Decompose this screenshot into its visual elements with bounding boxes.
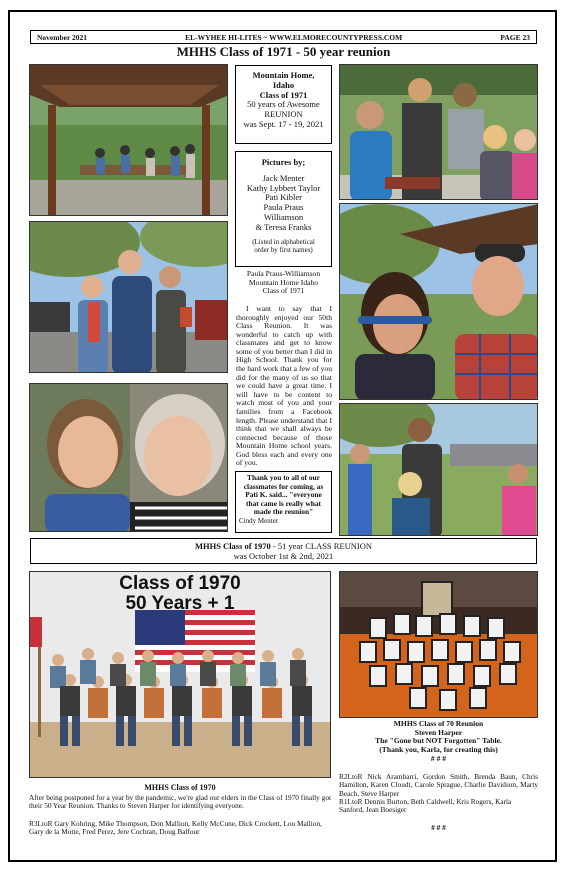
credit-name: Kathy Lybbert Taylor bbox=[246, 182, 321, 193]
letter-place: Mountain Home Idaho bbox=[248, 277, 319, 287]
page-title: MHHS Class of 1971 - 50 year reunion bbox=[176, 44, 391, 59]
thanks-box bbox=[235, 471, 332, 533]
class-1970-banner bbox=[30, 538, 537, 564]
credits-heading: Pictures by; bbox=[261, 157, 306, 167]
memo-caption-line-4: (Thank you, Karla, for creating this) bbox=[379, 745, 498, 755]
info-line-3: Class of 1971 bbox=[259, 89, 308, 100]
letter-body: I want to say that I thoroughly enjoyed our 50th Class Reunion. It was wonderful to catch up with classmates and get to know some of you better than I did in High School. Thank you for the hard work that a few of you did for the many of us so that we could have a great time. I will have to be content to watch most of you and your families from a Facebook length. Please understand that I think that we shall always be connected because of those Mountain Home school years. God bless each and every one of you. bbox=[236, 304, 332, 468]
memo-caption-line-2: Steven Harper bbox=[414, 727, 463, 737]
row-1-names: R1LtoR Dennis Burton, Beth Caldwell, Kris Rogers, Karla Sanford, Jean Boesiger bbox=[339, 797, 512, 815]
memorial-table-caption bbox=[339, 720, 538, 764]
selfie-photo bbox=[29, 383, 228, 532]
banner-rest: - 51 year CLASS REUNION bbox=[270, 541, 373, 551]
group-table-photo bbox=[339, 64, 538, 200]
photo-title-line-2: 50 Years + 1 bbox=[125, 592, 235, 614]
class-1970-photo-title bbox=[30, 574, 330, 614]
section-end-mark: # # # bbox=[431, 823, 446, 832]
info-line-5: REUNION bbox=[264, 109, 303, 120]
masthead: EL-WYHEE HI-LITES ~ WWW.ELMORECOUNTYPRESS.COM bbox=[185, 32, 403, 42]
memorial-table-photo bbox=[339, 571, 538, 718]
memo-caption-line-3: The "Gone but NOT Forgotten" Table. bbox=[375, 736, 502, 746]
info-line-6: was Sept. 17 - 19, 2021 bbox=[243, 118, 324, 129]
credit-name: & Teresa Franks bbox=[255, 221, 312, 232]
memo-caption-line-1: MHHS Class of 70 Reunion bbox=[393, 719, 484, 728]
info-line-4: 50 years of Awesome bbox=[247, 99, 320, 110]
letter-author: Paula Praus-Williamson bbox=[246, 269, 321, 278]
banner-date: was October 1st & 2nd, 2021 bbox=[233, 551, 334, 562]
letter-byline bbox=[235, 270, 332, 296]
info-line-1: Mountain Home, bbox=[252, 70, 315, 80]
class-1970-group-photo bbox=[29, 571, 331, 778]
thanks-text: Thank you to all of our classmates for coming, as Pati K. said... "everyone that came is really what made the reunion" bbox=[243, 473, 324, 517]
row-3-names: R3LtoR Gary Kohring, Mike Thompson, Don Mallion, Kelly McCune, Dick Crockett, Lou Mallion, Gary de la Motte, Fred Perez, Jere Cochran, Doug Balfour bbox=[29, 819, 322, 837]
pavilion-photo bbox=[29, 64, 228, 216]
thanks-signature: Cindy Menter bbox=[239, 516, 279, 525]
lawn-group-photo bbox=[339, 403, 538, 536]
credit-name: Williamson bbox=[263, 211, 304, 222]
page-number: PAGE 23 bbox=[500, 32, 530, 42]
memo-caption-line-5: # # # bbox=[430, 753, 447, 763]
credit-name: Paula Praus bbox=[263, 202, 304, 213]
couple-pavilion-photo bbox=[339, 203, 538, 400]
page-header bbox=[30, 30, 537, 44]
reunion-info-box bbox=[235, 65, 332, 144]
class-1970-caption: MHHS Class of 1970 bbox=[144, 783, 216, 792]
photo-credits-box bbox=[235, 151, 332, 267]
issue-date: November 2021 bbox=[37, 32, 88, 42]
row-2-names: R2LtoR Nick Arambarri, Gordon Smith, Brenda Baun, Chris Hamilton, Karen Cloudt, Carole Sprague, Charlie Davidson, Marty Beach, Steve Harper bbox=[339, 772, 538, 798]
couple-photo bbox=[29, 221, 228, 373]
letter-class: Class of 1971 bbox=[262, 286, 305, 296]
credit-name: Jack Menter bbox=[262, 172, 305, 183]
info-line-2: Idaho bbox=[272, 79, 295, 90]
banner-bold: MHHS Class of 1970 bbox=[194, 541, 271, 551]
photo-title-line-1: Class of 1970 bbox=[119, 573, 241, 594]
credits-note: (Listed in alphabetical order by first names) bbox=[252, 238, 315, 255]
credit-name: Pati Kibler bbox=[264, 192, 303, 203]
class-1970-body: After being postponed for a year by the pandemic, we're glad our elders in the Class of 1970 finally got their 50 Year Reunion. Thanks to Steven Harper for identifying everyone. bbox=[29, 793, 331, 811]
